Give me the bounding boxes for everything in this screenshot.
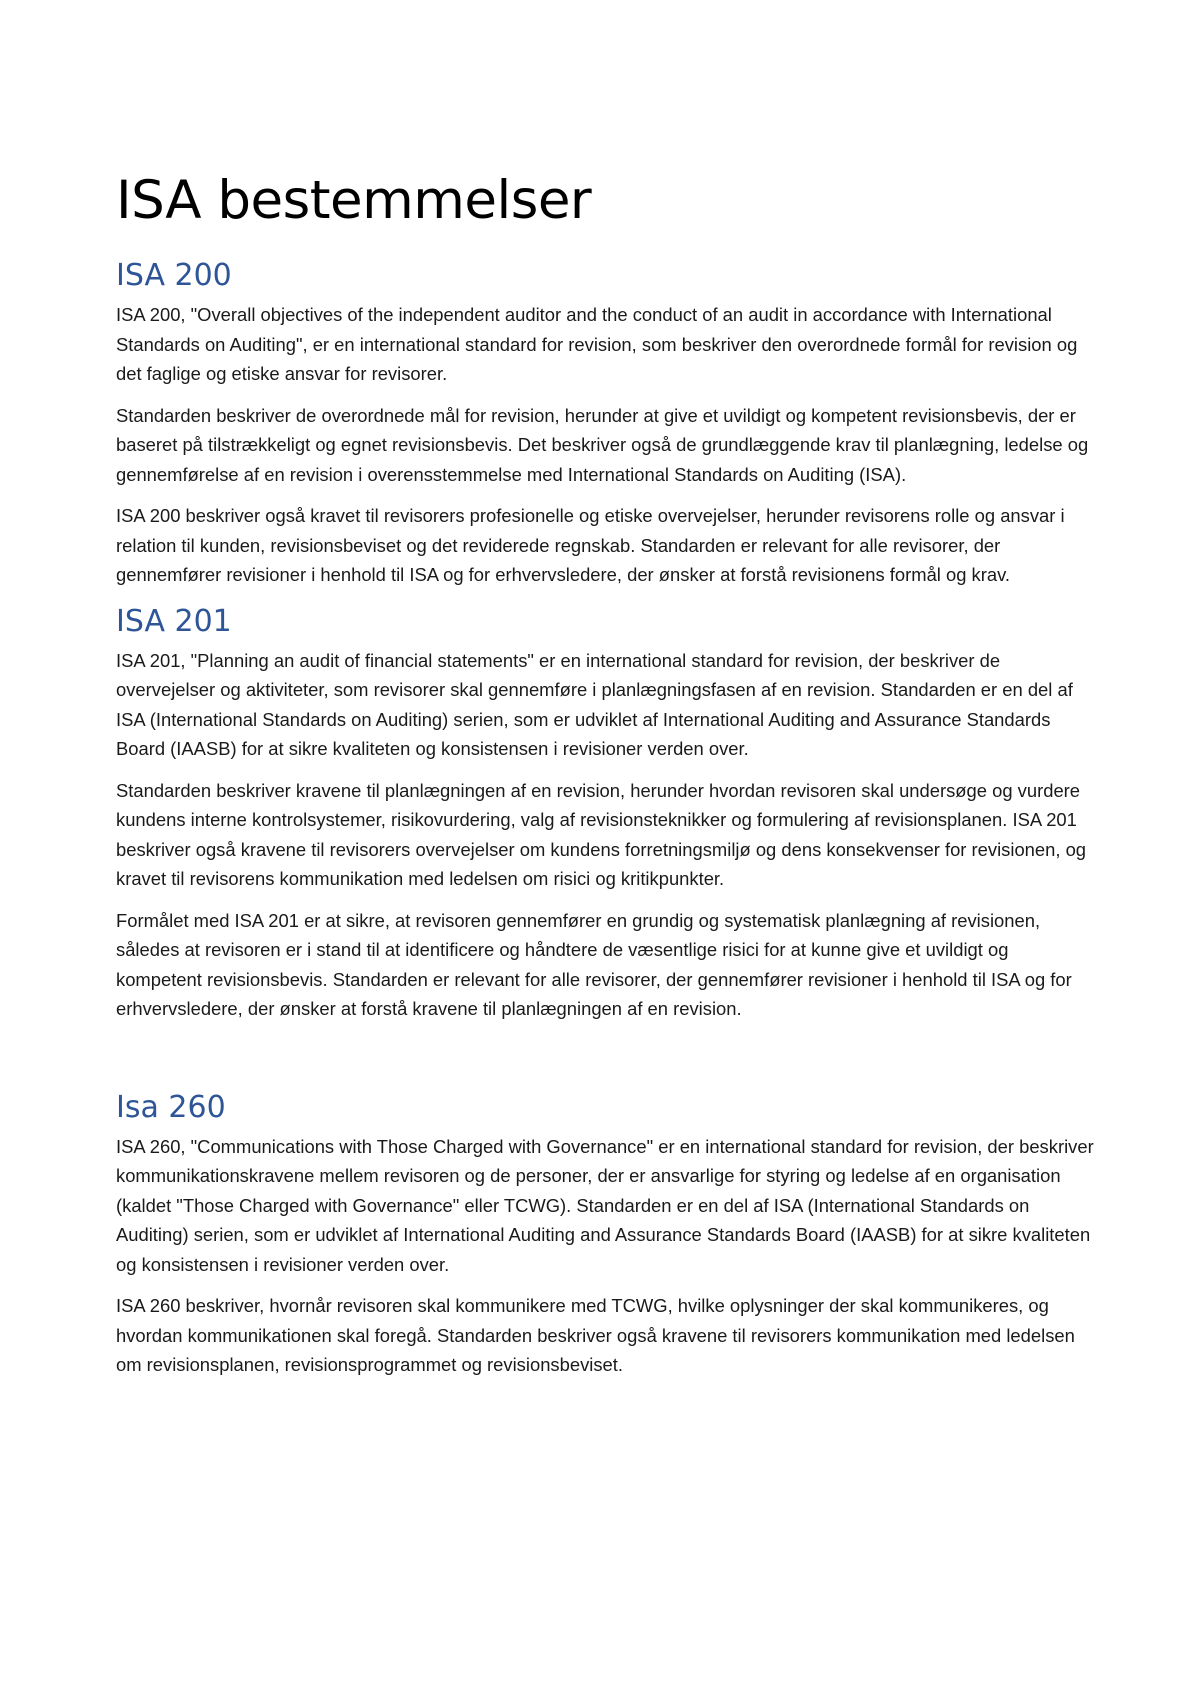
paragraph: ISA 260 beskriver, hvornår revisoren skal kommunikere med TCWG, hvilke oplysninger der skal kommunikeres, og hvordan kommunikationen skal foregå. Standarden beskriver også kravene til revisorers kommunikation med ledelsen om revisionsplanen, revisionsprogrammet og revisionsbeviset. — [116, 1295, 1075, 1375]
paragraph: ISA 200, "Overall objectives of the independent auditor and the conduct of an audit in accordance with International Standards on Auditing", er en international standard for revision, som beskriver den overordnede formål for revision og det faglige og etiske ansvar for revisorer. — [116, 304, 1078, 384]
paragraph: ISA 201, "Planning an audit of financial statements" er en international standard for revision, der beskriver de overvejelser og aktiviteter, som revisorer skal gennemføre i planlægningsfasen af en revision. Standarden er en del af ISA (International Standards on Auditing) serien, som er udviklet af International Auditing and Assurance Standards Board (IAASB) for at sikre kvaliteten og konsistensen i revisioner verden over. — [116, 649, 1073, 759]
section-spacer — [116, 1036, 1096, 1088]
section-heading: ISA 201 — [116, 603, 232, 639]
section-isa-201 — [116, 602, 1096, 1024]
paragraph: Standarden beskriver kravene til planlægningen af en revision, herunder hvordan revisoren skal undersøge og vurdere kundens interne kontrolsystemer, risikovurdering, valg af revisionsteknikker og formulering af revisionsplanen. ISA 201 beskriver også kravene til revisorers overvejelser om kundens forretningsmiljø og dens konsekvenser for revisionen, og kravet til revisorens kommunikation med ledelsen om risici og kritikpunkter. — [116, 779, 1087, 889]
paragraph: ISA 260, "Communications with Those Charged with Governance" er en international standard for revision, der beskriver kommunikationskravene mellem revisoren og de personer, der er ansvarlige for styring og ledelse af en organisation (kaldet "Those Charged with Governance" eller TCWG). Standarden er en del af ISA (International Standards on Auditing) serien, som er udviklet af International Auditing and Assurance Standards Board (IAASB) for at sikre kvaliteten og konsistensen i revisioner verden over. — [116, 1135, 1094, 1275]
paragraph: Formålet med ISA 201 er at sikre, at revisoren gennemfører en grundig og systematisk planlægning af revisionen, således at revisoren er i stand til at identificere og håndtere de væsentlige risici for at kunne give et uvildigt og kompetent revisionsbevis. Standarden er relevant for alle revisorer, der gennemfører revisioner i henhold til ISA og for erhvervsledere, der ønsker at forstå kravene til planlægningen af en revision. — [116, 909, 1072, 1019]
document-title: ISA bestemmelser — [116, 170, 592, 231]
section-heading: ISA 200 — [116, 258, 232, 293]
document-body — [116, 168, 1096, 1392]
paragraph: ISA 200 beskriver også kravet til revisorers profesionelle og etiske overvejelser, herunder revisorens rolle og ansvar i relation til kunden, revisionsbeviset og det reviderede regnskab. Standarden er relevant for alle revisorer, der gennemfører revisioner i henhold til ISA og for erhvervsledere, der ønsker at forstå revisionens formål og krav. — [116, 505, 1065, 585]
paragraph: Standarden beskriver de overordnede mål for revision, herunder at give et uvildigt og kompetent revisionsbevis, der er baseret på tilstrækkeligt og egnet revisionsbevis. Det beskriver også de grundlæggende krav til planlægning, ledelse og gennemførelse af en revision i overensstemmelse med International Standards on Auditing (ISA). — [116, 404, 1089, 485]
section-heading: Isa 260 — [116, 1089, 226, 1125]
section-isa-260 — [116, 1088, 1096, 1380]
section-isa-200 — [116, 256, 1096, 590]
